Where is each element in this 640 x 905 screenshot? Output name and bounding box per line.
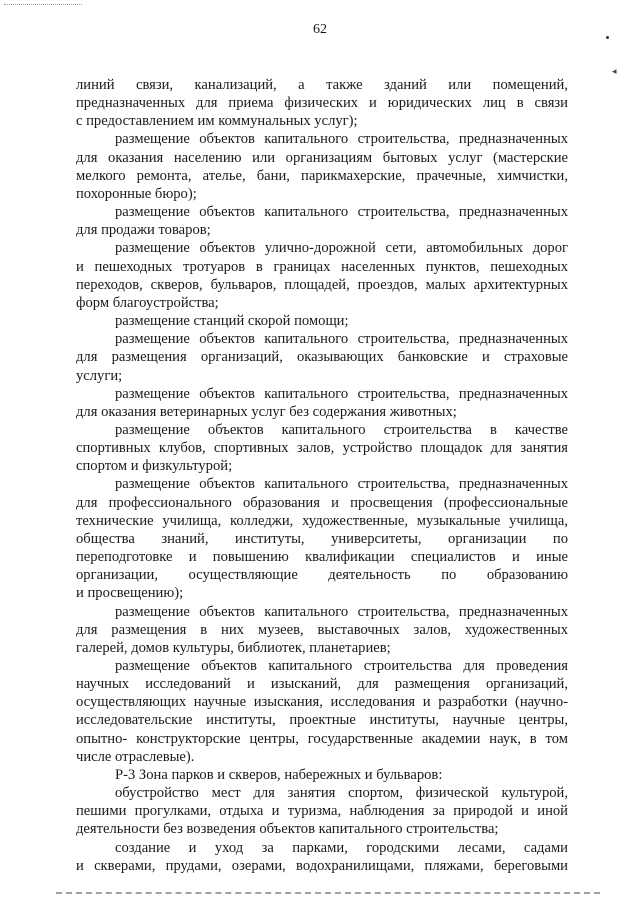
text-line: форм благоустройства; <box>76 294 219 311</box>
text-line: спортивных клубов, спортивных залов, устройство площадок для занятия <box>76 440 568 457</box>
text-line: спортом и физкультурой; <box>76 458 233 475</box>
text-line: опытно- конструкторские центры, государственные академии наук, в том <box>76 730 568 747</box>
text-line: для оказания ветеринарных услуг без содержания животных; <box>76 403 457 420</box>
text-line: исследовательские институты, проектные институты, научные центры, <box>76 712 568 729</box>
text-line: создание и уход за парками, городскими лесами, садами <box>115 839 568 856</box>
text-line: организации, осуществляющие деятельность по образованию <box>76 567 568 584</box>
text-line: размещение объектов капитального строительства, предназначенных <box>115 476 568 493</box>
page-number: 62 <box>313 22 327 37</box>
text-line: общества знаний, институты, университеты, организации по <box>76 530 568 547</box>
text-line: и пешеходных тротуаров в границах населенных пунктов, пешеходных <box>76 258 568 275</box>
document-body <box>76 76 568 875</box>
text-line: числе отраслевые). <box>76 748 195 765</box>
text-line: и скверами, прудами, озерами, водохранилищами, пляжами, береговыми <box>76 857 568 874</box>
text-line: переподготовке и повышению квалификации специалистов и иные <box>76 549 568 566</box>
text-line: с предоставлением им коммунальных услуг); <box>76 113 358 130</box>
text-line: для размещения в них музеев, выставочных залов, художественных <box>76 621 568 638</box>
text-line: услуги; <box>76 367 123 384</box>
text-line: размещение объектов капитального строительства для проведения <box>115 658 568 674</box>
text-line: размещение объектов капитального строительства, предназначенных <box>115 131 568 148</box>
text-line: размещение объектов капитального строительства, предназначенных <box>115 331 568 348</box>
text-line: и просвещению); <box>76 585 184 602</box>
text-line: технические училища, колледжи, художественные, музыкальные училища, <box>76 512 568 529</box>
text-line: размещение объектов капитального строительства, предназначенных <box>115 385 568 402</box>
text-line: осуществляющих научные изыскания, исследования и разработки (научно- <box>76 694 568 711</box>
text-line: мелкого ремонта, ателье, бани, парикмахерские, прачечные, химчистки, <box>76 167 568 184</box>
scan-artifact-mark: ◂ <box>612 66 617 76</box>
text-line: обустройство мест для занятия спортом, физической культурой, <box>115 785 568 802</box>
text-line: переходов, скверов, бульваров, площадей, проездов, малых архитектурных <box>76 276 568 293</box>
text-line: размещение объектов капитального строительства в качестве <box>115 421 568 438</box>
text-line: для продажи товаров; <box>76 222 211 239</box>
text-line: предназначенных для приема физических и юридических лиц в связи <box>76 95 568 112</box>
text-line: для размещения организаций, оказывающих банковские и страховые <box>76 349 568 366</box>
text-line: линий связи, канализаций, а также зданий или помещений, <box>76 77 568 93</box>
text-line: размещение станций скорой помощи; <box>115 313 349 330</box>
text-line: похоронные бюро); <box>76 185 197 202</box>
section-heading: Р-3 Зона парков и скверов, набережных и бульваров: <box>115 766 443 783</box>
text-line: деятельности без возведения объектов капитального строительства; <box>76 821 499 838</box>
text-line: пешими прогулками, отдыха и туризма, наблюдения за природой и иной <box>76 803 568 820</box>
text-line: размещение объектов капитального строительства, предназначенных <box>115 603 568 620</box>
text-line: для профессионального образования и просвещения (профессиональные <box>76 494 568 511</box>
text-line: научных исследований и изысканий, для размещения организаций, <box>76 676 568 693</box>
text-line: размещение объектов улично-дорожной сети, автомобильных дорог <box>115 240 568 257</box>
text-line: для оказания населению или организациям бытовых услуг (мастерские <box>76 149 568 166</box>
scan-artifact-top <box>4 4 82 7</box>
text-line: размещение объектов капитального строительства, предназначенных <box>115 204 568 221</box>
scan-artifact-bottom <box>56 892 600 896</box>
text-line: галерей, домов культуры, библиотек, планетариев; <box>76 639 391 656</box>
